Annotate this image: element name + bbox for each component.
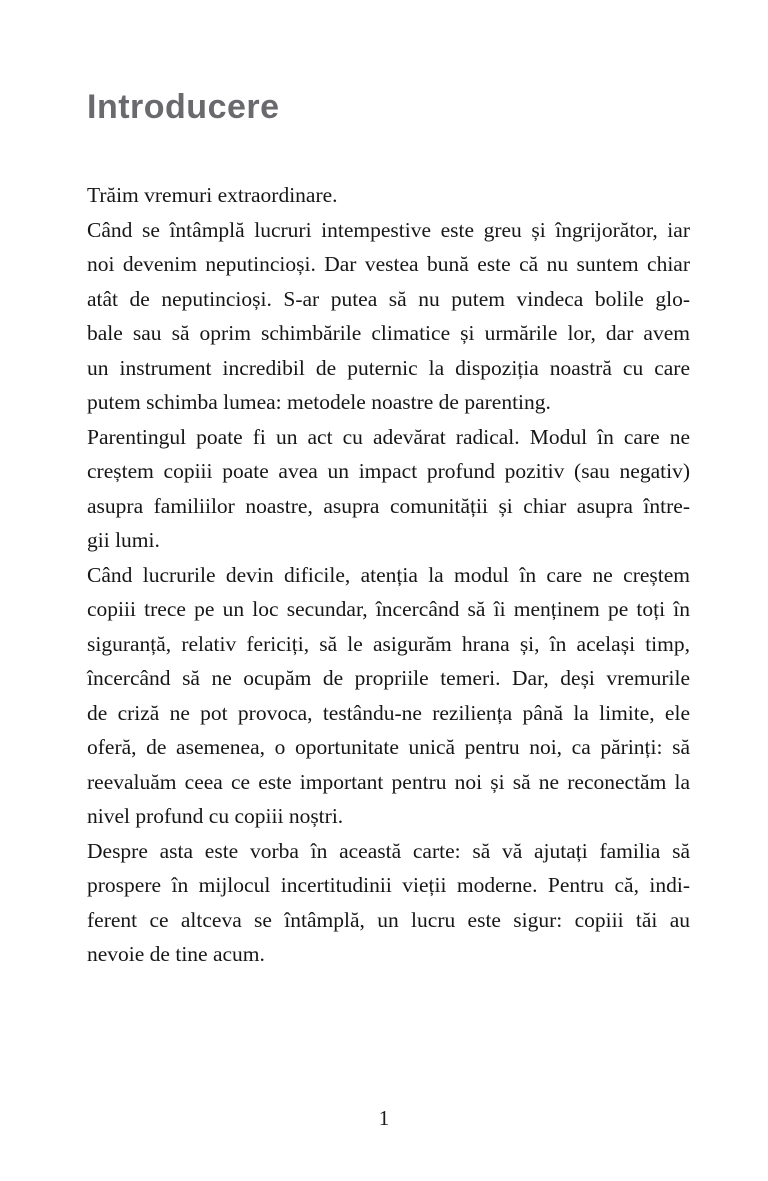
text-line: putem schimba lumea: metodele noastre de parenting. [87, 390, 551, 414]
text-line: Când lucrurile devin dificile, atenția la modul în care ne creștem [87, 562, 690, 587]
text-line: noi devenim neputincioși. Dar vestea bună este că nu suntem chiar [87, 252, 690, 276]
text-line: ferent ce altceva se întâmplă, un lucru este sigur: copiii tăi au [87, 907, 690, 932]
chapter-title: Introducere [87, 88, 280, 126]
body-text [87, 178, 690, 972]
text-line: siguranță, relativ fericiți, să le asigurăm hrana și, în același timp, [87, 631, 690, 656]
paragraph [87, 420, 690, 558]
text-line: gii lumi. [87, 528, 160, 552]
text-line: Trăim vremuri extraordinare. [87, 183, 338, 207]
text-line: bale sau să oprim schimbările climatice și urmările lor, dar avem [87, 321, 690, 345]
text-line: copiii trece pe un loc secundar, încercând să îi menținem pe toți în [87, 597, 690, 621]
text-line: oferă, de asemenea, o oportunitate unică pentru noi, ca părinți: să [87, 735, 690, 759]
text-line: Parentingul poate fi un act cu adevărat radical. Modul în care ne [87, 424, 690, 449]
text-line: nevoie de tine acum. [87, 942, 265, 966]
text-line: Despre asta este vorba în această carte: să vă ajutați familia să [87, 838, 690, 863]
text-line: nivel profund cu copiii noștri. [87, 804, 344, 828]
text-line: Când se întâmplă lucruri intempestive este greu și îngrijorător, iar [87, 217, 690, 242]
paragraph [87, 178, 690, 213]
paragraph [87, 834, 690, 972]
text-line: atât de neputincioși. S-ar putea să nu putem vindeca bolile glo- [87, 286, 690, 311]
paragraph [87, 213, 690, 420]
page-number: 1 [378, 1106, 390, 1130]
paragraph [87, 558, 690, 834]
text-line: creștem copiii poate avea un impact profund pozitiv (sau negativ) [87, 459, 690, 483]
text-line: prospere în mijlocul incertitudinii vieții moderne. Pentru că, indi- [87, 873, 690, 897]
text-line: asupra familiilor noastre, asupra comunității și chiar asupra între- [87, 493, 690, 518]
text-line: de criză ne pot provoca, testându-ne reziliența până la limite, ele [87, 700, 690, 725]
text-line: un instrument incredibil de puternic la dispoziția noastră cu care [87, 355, 690, 380]
text-line: reevaluăm ceea ce este important pentru noi și să ne reconectăm la [87, 769, 690, 794]
text-line: încercând să ne ocupăm de propriile temeri. Dar, deși vremurile [87, 666, 690, 690]
